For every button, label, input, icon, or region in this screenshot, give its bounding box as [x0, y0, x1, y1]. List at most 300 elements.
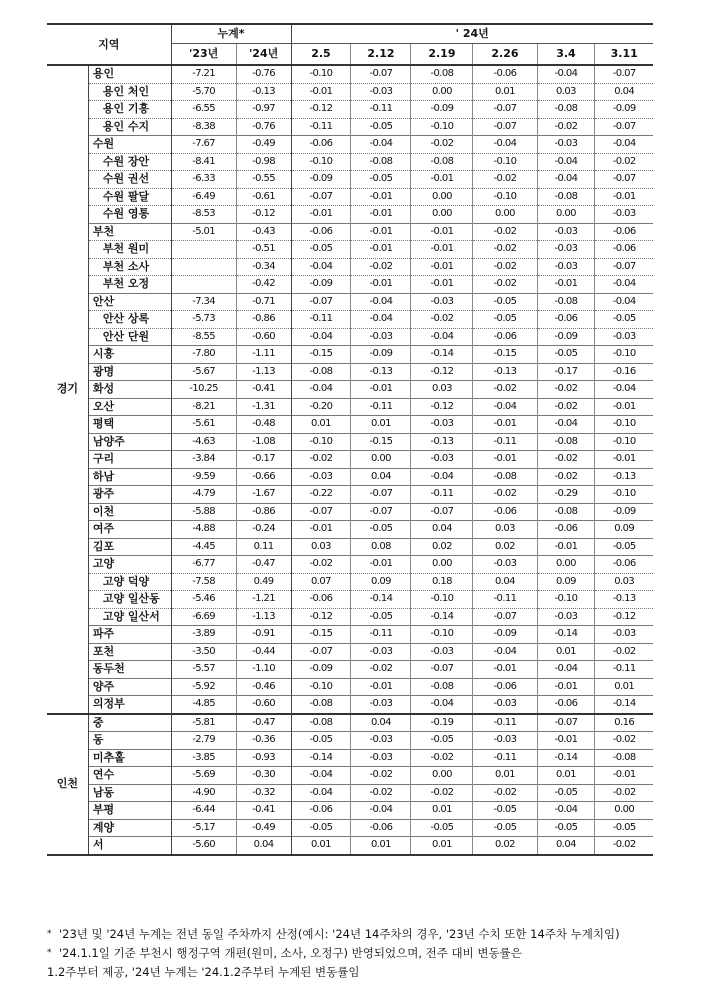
weekly-value: -0.12 — [595, 608, 653, 626]
weekly-value: -0.10 — [411, 626, 473, 644]
year24-header: ' 24년 — [291, 24, 653, 44]
weekly-value: -0.06 — [537, 521, 595, 539]
cumulative-value: -8.55 — [171, 328, 236, 346]
weekly-value: -0.09 — [291, 171, 351, 189]
table-row — [47, 521, 653, 539]
cumulative-value: -0.42 — [236, 276, 291, 294]
weekly-value: 0.00 — [411, 188, 473, 206]
weekly-value: 0.00 — [411, 206, 473, 224]
weekly-value: -0.10 — [411, 118, 473, 136]
weekly-value: -0.02 — [595, 784, 653, 802]
weekly-value: -0.05 — [595, 819, 653, 837]
weekly-value: -0.09 — [291, 661, 351, 679]
city-name: 미추홀 — [88, 749, 171, 767]
city-name: 광주 — [88, 486, 171, 504]
table-row — [47, 293, 653, 311]
cumulative-year-header: '23년 — [171, 44, 236, 66]
cumulative-value: -0.49 — [236, 819, 291, 837]
weekly-value: -0.02 — [595, 837, 653, 855]
weekly-value: -0.10 — [473, 188, 537, 206]
weekly-value: -0.01 — [595, 398, 653, 416]
weekly-value: -0.04 — [537, 802, 595, 820]
district-name: 부천 원미 — [102, 242, 150, 256]
weekly-value: -0.07 — [291, 503, 351, 521]
weekly-value: -0.04 — [291, 381, 351, 399]
weekly-value: -0.10 — [595, 346, 653, 364]
weekly-value: 0.02 — [411, 538, 473, 556]
weekly-value: -0.03 — [537, 258, 595, 276]
weekly-value: -0.04 — [411, 468, 473, 486]
weekly-value: 0.00 — [473, 206, 537, 224]
weekly-value: -0.07 — [411, 661, 473, 679]
weekly-value: 0.00 — [595, 802, 653, 820]
cumulative-header: 누계* — [171, 24, 291, 44]
weekly-value: 0.04 — [351, 468, 411, 486]
weekly-value: -0.02 — [473, 486, 537, 504]
weekly-value: -0.04 — [411, 328, 473, 346]
cumulative-value: -6.77 — [171, 556, 236, 574]
weekly-value: -0.01 — [411, 241, 473, 259]
table-row — [47, 784, 653, 802]
city-name: 하남 — [88, 468, 171, 486]
district-name: 고양 일산서 — [102, 609, 160, 623]
weekly-value: -0.04 — [351, 136, 411, 154]
weekly-value: -0.07 — [291, 188, 351, 206]
weekly-value: -0.03 — [411, 416, 473, 434]
weekly-value: 0.00 — [411, 83, 473, 101]
weekly-value: -0.04 — [595, 381, 653, 399]
weekly-value: -0.01 — [291, 206, 351, 224]
weekly-value: -0.06 — [473, 328, 537, 346]
cumulative-value: -5.01 — [171, 223, 236, 241]
weekly-value: 0.01 — [351, 837, 411, 855]
weekly-value: 0.04 — [595, 83, 653, 101]
cumulative-value: -0.30 — [236, 767, 291, 785]
weekly-value: -0.05 — [473, 819, 537, 837]
weekly-value: -0.05 — [351, 608, 411, 626]
table-row — [47, 223, 653, 241]
weekly-value: -0.01 — [351, 678, 411, 696]
weekly-value: -0.01 — [351, 223, 411, 241]
weekly-value: 0.03 — [537, 83, 595, 101]
weekly-value: 0.03 — [411, 381, 473, 399]
weekly-value: -0.02 — [411, 749, 473, 767]
weekly-value: -0.03 — [537, 136, 595, 154]
cumulative-value: -4.45 — [171, 538, 236, 556]
weekly-value: -0.08 — [473, 468, 537, 486]
table-row — [47, 171, 653, 189]
cumulative-value: -1.67 — [236, 486, 291, 504]
city-name: 오산 — [88, 398, 171, 416]
cumulative-value: -2.79 — [171, 732, 236, 750]
cumulative-value: -6.69 — [171, 608, 236, 626]
region-table — [47, 23, 653, 856]
weekly-value: -0.14 — [411, 608, 473, 626]
cumulative-value: -0.32 — [236, 784, 291, 802]
district-name: 수원 장안 — [102, 154, 150, 168]
weekly-value: 0.07 — [291, 573, 351, 591]
footnote-2-continued: 1.2주부터 제공, '24년 누계는 '24.1.2주부터 누계된 변동률임 — [47, 965, 360, 979]
cumulative-value: -0.17 — [236, 451, 291, 469]
table-row — [47, 136, 653, 154]
cumulative-value: -0.47 — [236, 556, 291, 574]
cumulative-value: -0.36 — [236, 732, 291, 750]
province-name: 인천 — [47, 714, 88, 855]
table-row — [47, 241, 653, 259]
cumulative-value: -5.46 — [171, 591, 236, 609]
weekly-value: -0.02 — [537, 118, 595, 136]
city-name: 수원 — [88, 136, 171, 154]
weekly-value: -0.05 — [351, 171, 411, 189]
week-header: 2.12 — [351, 44, 411, 66]
cumulative-value: -8.53 — [171, 206, 236, 224]
weekly-value: -0.16 — [595, 363, 653, 381]
weekly-value: -0.04 — [351, 802, 411, 820]
city-name: 연수 — [88, 767, 171, 785]
weekly-value: -0.04 — [595, 276, 653, 294]
weekly-value: -0.08 — [595, 749, 653, 767]
weekly-value: -0.01 — [473, 416, 537, 434]
table-row — [47, 83, 653, 101]
weekly-value: -0.05 — [537, 784, 595, 802]
cumulative-value: -0.24 — [236, 521, 291, 539]
weekly-value: -0.01 — [291, 521, 351, 539]
weekly-value: -0.22 — [291, 486, 351, 504]
city-name: 부평 — [88, 802, 171, 820]
weekly-value: -0.09 — [351, 346, 411, 364]
weekly-value: -0.05 — [537, 346, 595, 364]
table-row — [47, 486, 653, 504]
weekly-value: -0.08 — [411, 65, 473, 83]
weekly-value: -0.14 — [595, 696, 653, 714]
weekly-value: -0.06 — [291, 136, 351, 154]
weekly-value: -0.10 — [595, 433, 653, 451]
cumulative-value: -7.58 — [171, 573, 236, 591]
weekly-value: 0.03 — [473, 521, 537, 539]
weekly-value: -0.03 — [537, 241, 595, 259]
cumulative-value: -5.69 — [171, 767, 236, 785]
weekly-value: -0.08 — [537, 101, 595, 119]
weekly-value: -0.13 — [595, 468, 653, 486]
cumulative-value: -9.59 — [171, 468, 236, 486]
weekly-value: -0.05 — [473, 802, 537, 820]
table-row — [47, 819, 653, 837]
weekly-value: -0.03 — [473, 556, 537, 574]
weekly-value: 0.03 — [595, 573, 653, 591]
cumulative-value: -0.41 — [236, 381, 291, 399]
weekly-value: -0.11 — [351, 626, 411, 644]
footnote-2 — [47, 944, 657, 963]
weekly-value: -0.11 — [411, 486, 473, 504]
weekly-value: -0.03 — [291, 468, 351, 486]
weekly-value: -0.07 — [473, 118, 537, 136]
city-name: 중 — [88, 714, 171, 732]
city-name: 평택 — [88, 416, 171, 434]
weekly-value: 0.09 — [595, 521, 653, 539]
weekly-value: -0.06 — [595, 223, 653, 241]
footnotes — [47, 925, 657, 982]
cumulative-value: -0.60 — [236, 328, 291, 346]
weekly-value: -0.01 — [351, 241, 411, 259]
weekly-value: -0.02 — [473, 258, 537, 276]
cumulative-value: -0.44 — [236, 643, 291, 661]
weekly-value: -0.11 — [473, 591, 537, 609]
cumulative-value: -1.10 — [236, 661, 291, 679]
weekly-value: -0.05 — [291, 732, 351, 750]
district-name: 수원 권선 — [102, 172, 150, 186]
cumulative-value: -8.38 — [171, 118, 236, 136]
table-row — [47, 153, 653, 171]
weekly-value: -0.10 — [411, 591, 473, 609]
weekly-value: -0.10 — [595, 416, 653, 434]
table-row — [47, 591, 653, 609]
weekly-value: -0.05 — [595, 311, 653, 329]
weekly-value: -0.02 — [473, 276, 537, 294]
cumulative-value: 0.11 — [236, 538, 291, 556]
weekly-value: -0.03 — [473, 696, 537, 714]
weekly-value: -0.19 — [411, 714, 473, 732]
weekly-value: -0.11 — [595, 661, 653, 679]
district-name: 부천 오정 — [102, 277, 150, 291]
cumulative-value: -0.51 — [236, 241, 291, 259]
weekly-value: 0.04 — [351, 714, 411, 732]
table-row — [47, 661, 653, 679]
district-name: 안산 단원 — [102, 329, 150, 343]
table-row — [47, 538, 653, 556]
table-row — [47, 328, 653, 346]
weekly-value: -0.08 — [537, 503, 595, 521]
cumulative-value: -4.88 — [171, 521, 236, 539]
weekly-value: -0.04 — [291, 784, 351, 802]
city-name: 계양 — [88, 819, 171, 837]
week-header: 2.5 — [291, 44, 351, 66]
cumulative-value: -0.43 — [236, 223, 291, 241]
table-row — [47, 556, 653, 574]
cumulative-value: -4.79 — [171, 486, 236, 504]
weekly-value: -0.01 — [351, 556, 411, 574]
weekly-value: -0.02 — [537, 398, 595, 416]
cumulative-value: -1.08 — [236, 433, 291, 451]
weekly-value: -0.08 — [291, 714, 351, 732]
weekly-value: -0.07 — [291, 293, 351, 311]
weekly-value: -0.04 — [537, 171, 595, 189]
cumulative-value: -0.47 — [236, 714, 291, 732]
weekly-value: -0.06 — [595, 241, 653, 259]
weekly-value: -0.04 — [291, 328, 351, 346]
weekly-value: -0.04 — [411, 696, 473, 714]
weekly-value: -0.08 — [411, 678, 473, 696]
weekly-value: -0.14 — [291, 749, 351, 767]
weekly-value: -0.09 — [595, 503, 653, 521]
weekly-value: -0.04 — [473, 643, 537, 661]
cumulative-value: -0.93 — [236, 749, 291, 767]
cumulative-value: -6.49 — [171, 188, 236, 206]
weekly-value: -0.03 — [411, 293, 473, 311]
weekly-value: 0.01 — [537, 643, 595, 661]
weekly-value: -0.11 — [291, 118, 351, 136]
city-name: 서 — [88, 837, 171, 855]
weekly-value: -0.04 — [537, 153, 595, 171]
cumulative-value: -5.92 — [171, 678, 236, 696]
weekly-value: -0.04 — [537, 661, 595, 679]
weekly-value: 0.00 — [351, 451, 411, 469]
weekly-value: 0.01 — [351, 416, 411, 434]
weekly-value: -0.01 — [595, 188, 653, 206]
table-row — [47, 363, 653, 381]
district-name: 용인 기흥 — [102, 102, 150, 116]
weekly-value: -0.02 — [537, 468, 595, 486]
weekly-value: -0.15 — [291, 346, 351, 364]
weekly-value: 0.08 — [351, 538, 411, 556]
cumulative-value — [171, 258, 236, 276]
weekly-value: -0.02 — [411, 136, 473, 154]
city-name: 의정부 — [88, 696, 171, 714]
cumulative-value — [171, 241, 236, 259]
cumulative-value: -4.63 — [171, 433, 236, 451]
weekly-value: -0.04 — [291, 258, 351, 276]
cumulative-value: -7.21 — [171, 65, 236, 83]
weekly-value: 0.04 — [537, 837, 595, 855]
weekly-value: -0.01 — [351, 381, 411, 399]
table-row — [47, 749, 653, 767]
week-header: 2.26 — [473, 44, 537, 66]
weekly-value: -0.05 — [351, 118, 411, 136]
table-row — [47, 696, 653, 714]
weekly-value: -0.02 — [473, 241, 537, 259]
weekly-value: -0.01 — [291, 83, 351, 101]
weekly-value: 0.01 — [537, 767, 595, 785]
weekly-value: -0.09 — [291, 276, 351, 294]
cumulative-value: -6.55 — [171, 101, 236, 119]
weekly-value: 0.00 — [537, 556, 595, 574]
footnote-mark: * — [47, 948, 52, 958]
week-header: 2.19 — [411, 44, 473, 66]
city-name: 구리 — [88, 451, 171, 469]
footnote-mark: * — [47, 929, 52, 939]
cumulative-value: -0.41 — [236, 802, 291, 820]
weekly-value: -0.03 — [351, 749, 411, 767]
weekly-value: 0.16 — [595, 714, 653, 732]
cumulative-value: -3.84 — [171, 451, 236, 469]
weekly-value: -0.11 — [351, 398, 411, 416]
weekly-value: -0.11 — [351, 101, 411, 119]
cumulative-value — [171, 276, 236, 294]
cumulative-value: -1.11 — [236, 346, 291, 364]
district-name: 안산 상록 — [102, 312, 150, 326]
weekly-value: 0.01 — [291, 416, 351, 434]
table-row — [47, 837, 653, 855]
weekly-value: -0.07 — [537, 714, 595, 732]
weekly-value: -0.02 — [351, 784, 411, 802]
weekly-value: -0.03 — [595, 206, 653, 224]
weekly-value: -0.02 — [411, 311, 473, 329]
city-name: 동 — [88, 732, 171, 750]
weekly-value: -0.02 — [291, 556, 351, 574]
weekly-value: -0.01 — [411, 276, 473, 294]
weekly-value: -0.10 — [595, 486, 653, 504]
weekly-value: -0.05 — [595, 538, 653, 556]
weekly-value: -0.06 — [537, 311, 595, 329]
weekly-value: -0.14 — [537, 749, 595, 767]
city-name: 남양주 — [88, 433, 171, 451]
table-row — [47, 767, 653, 785]
weekly-value: 0.01 — [291, 837, 351, 855]
weekly-value: -0.03 — [351, 83, 411, 101]
cumulative-value: -0.76 — [236, 65, 291, 83]
district-name: 부천 소사 — [102, 259, 150, 273]
weekly-value: -0.08 — [291, 363, 351, 381]
week-header: 3.11 — [595, 44, 653, 66]
weekly-value: -0.03 — [351, 328, 411, 346]
cumulative-value: -0.34 — [236, 258, 291, 276]
cumulative-value: -0.48 — [236, 416, 291, 434]
weekly-value: -0.04 — [595, 293, 653, 311]
weekly-value: -0.01 — [473, 661, 537, 679]
weekly-value: 0.01 — [473, 83, 537, 101]
weekly-value: 0.04 — [473, 573, 537, 591]
weekly-value: -0.17 — [537, 363, 595, 381]
weekly-value: 0.09 — [537, 573, 595, 591]
weekly-value: 0.02 — [473, 538, 537, 556]
weekly-value: -0.14 — [537, 626, 595, 644]
weekly-value: 0.01 — [473, 767, 537, 785]
table-row — [47, 276, 653, 294]
weekly-value: -0.04 — [537, 65, 595, 83]
weekly-value: -0.01 — [351, 206, 411, 224]
city-name: 김포 — [88, 538, 171, 556]
weekly-value: -0.13 — [473, 363, 537, 381]
weekly-value: -0.08 — [537, 188, 595, 206]
weekly-value: -0.07 — [291, 643, 351, 661]
table-row — [47, 468, 653, 486]
table-row — [47, 503, 653, 521]
weekly-value: -0.14 — [411, 346, 473, 364]
table-row — [47, 714, 653, 732]
cumulative-value: -1.13 — [236, 363, 291, 381]
table-row — [47, 188, 653, 206]
cumulative-value: 0.49 — [236, 573, 291, 591]
cumulative-value: -1.13 — [236, 608, 291, 626]
weekly-value: -0.01 — [411, 171, 473, 189]
weekly-value: -0.06 — [473, 678, 537, 696]
cumulative-value: -0.60 — [236, 696, 291, 714]
table-row — [47, 678, 653, 696]
cumulative-value: -5.73 — [171, 311, 236, 329]
weekly-value: -0.06 — [537, 696, 595, 714]
weekly-value: -0.07 — [351, 486, 411, 504]
city-name: 파주 — [88, 626, 171, 644]
weekly-value: -0.04 — [473, 398, 537, 416]
weekly-value: -0.04 — [595, 136, 653, 154]
cumulative-year-header: '24년 — [236, 44, 291, 66]
weekly-value: -0.13 — [411, 433, 473, 451]
weekly-value: -0.15 — [351, 433, 411, 451]
weekly-value: -0.04 — [351, 311, 411, 329]
weekly-value: -0.03 — [595, 626, 653, 644]
weekly-value: -0.06 — [473, 503, 537, 521]
district-name: 용인 처인 — [102, 84, 150, 98]
table-row — [47, 381, 653, 399]
weekly-value: -0.01 — [537, 678, 595, 696]
weekly-value: -0.01 — [537, 276, 595, 294]
weekly-value: 0.00 — [411, 556, 473, 574]
table-row — [47, 311, 653, 329]
cumulative-value: -5.81 — [171, 714, 236, 732]
weekly-value: -0.06 — [291, 223, 351, 241]
cumulative-value: 0.04 — [236, 837, 291, 855]
weekly-value: -0.08 — [291, 696, 351, 714]
cumulative-value: -4.90 — [171, 784, 236, 802]
